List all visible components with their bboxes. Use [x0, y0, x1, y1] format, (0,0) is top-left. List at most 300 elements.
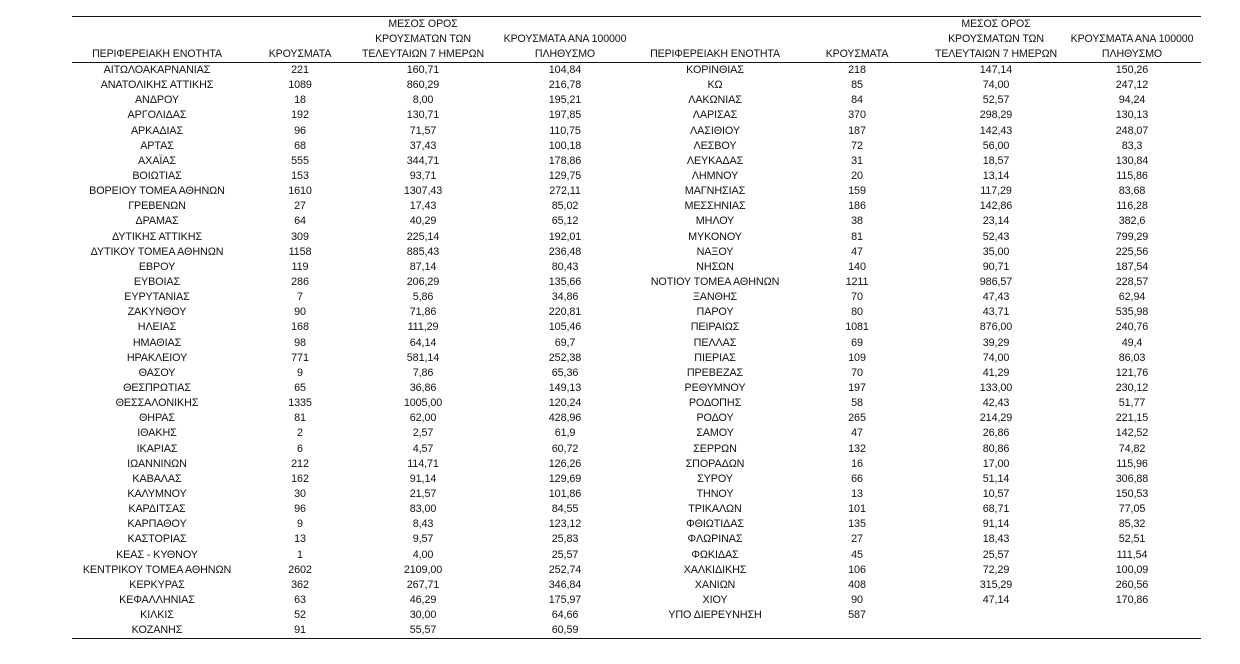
per100k-cell: 101,86	[548, 487, 582, 500]
avg7-cell: 90,71	[982, 260, 1010, 273]
cases-cell: 109	[848, 351, 866, 364]
per100k-cell: 65,12	[551, 215, 579, 228]
avg7-cell: 5,86	[412, 291, 434, 304]
cases-cell: 135	[848, 518, 866, 531]
cases-cell: 85	[851, 79, 863, 92]
table-row	[0, 472, 1240, 487]
region-cell: ΗΡΑΚΛΕΙΟΥ	[126, 351, 188, 364]
per100k-cell: 94,24	[1118, 94, 1146, 107]
avg7-cell: 9,57	[412, 533, 434, 546]
avg7-cell: 1005,00	[403, 397, 443, 410]
region-cell: ΚΕΦΑΛΛΗΝΙΑΣ	[119, 593, 195, 606]
avg7-cell: 147,14	[979, 64, 1013, 76]
table-row	[0, 532, 1240, 547]
avg7-cell: 206,29	[406, 275, 440, 288]
cases-cell: 31	[851, 154, 863, 167]
avg7-cell: 4,00	[412, 548, 434, 561]
cases-cell: 187	[848, 124, 866, 137]
avg7-cell: 46,29	[409, 593, 437, 606]
cases-cell: 16	[851, 457, 863, 470]
cases-cell: 7	[297, 291, 303, 304]
avg7-cell: 142,43	[979, 124, 1013, 137]
avg7-cell: 344,71	[406, 154, 440, 167]
avg7-cell: 18,57	[982, 154, 1010, 167]
cases-cell: 101	[848, 503, 866, 516]
per100k-cell: 799,29	[1115, 230, 1149, 243]
cases-cell: 362	[291, 578, 309, 591]
region-cell: ΑΧΑΪΑΣ	[138, 154, 176, 167]
region-cell: ΘΑΣΟΥ	[138, 366, 176, 379]
cases-cell: 52	[294, 609, 306, 622]
avg7-cell: 860,29	[406, 79, 440, 92]
cases-cell: 47	[851, 427, 863, 440]
per100k-cell: 236,48	[548, 245, 582, 258]
avg7-cell: 2109,00	[403, 563, 443, 576]
region-cell: ΡΟΔΟΥ	[696, 412, 734, 425]
per100k-cell: 129,75	[548, 169, 582, 182]
avg7-cell: 25,57	[982, 548, 1010, 561]
region-cell: ΤΡΙΚΑΛΩΝ	[688, 503, 742, 516]
region-cell: ΑΝΔΡΟΥ	[134, 94, 180, 107]
per100k-cell: 100,18	[548, 139, 582, 152]
table-row	[0, 563, 1240, 578]
right-header-per100k: ΚΡΟΥΣΜΑΤΑ ΑΝΑ 100000 ΠΛΗΘΥΣΜΟ	[1070, 33, 1194, 60]
region-cell: ΡΕΘΥΜΝΟΥ	[684, 381, 746, 394]
avg7-cell: 4,57	[412, 442, 434, 455]
cases-cell: 27	[294, 200, 306, 213]
avg7-cell: 214,29	[979, 412, 1013, 425]
cases-cell: 1081	[845, 321, 869, 334]
table-row	[0, 502, 1240, 517]
left-header-avg7: ΜΕΣΟΣ ΟΡΟΣ ΚΡΟΥΣΜΑΤΩΝ ΤΩΝ ΤΕΛΕΥΤΑΙΩΝ 7 ΗΜΕΡΩΝ	[361, 18, 485, 60]
per100k-cell: 382,6	[1118, 215, 1146, 228]
table-row	[0, 275, 1240, 290]
avg7-cell: 10,57	[982, 487, 1010, 500]
cases-cell: 63	[294, 593, 306, 606]
table-row	[0, 593, 1240, 608]
avg7-cell: 581,14	[406, 351, 440, 364]
region-cell: ΚΟΡΙΝΘΙΑΣ	[686, 64, 744, 76]
avg7-cell: 72,29	[982, 563, 1010, 576]
per100k-cell: 52,51	[1118, 533, 1146, 546]
region-cell: ΖΑΚΥΝΘΟΥ	[127, 306, 187, 319]
cases-cell: 96	[294, 503, 306, 516]
cases-cell: 1089	[288, 79, 312, 92]
cases-cell: 119	[291, 260, 309, 273]
table-row	[0, 108, 1240, 123]
avg7-cell: 40,29	[409, 215, 437, 228]
left-header-region: ΠΕΡΙΦΕΡΕΙΑΚΗ ΕΝΟΤΗΤΑ	[92, 48, 222, 60]
avg7-cell: 8,43	[412, 518, 434, 531]
cases-cell: 9	[297, 518, 303, 531]
avg7-cell: 885,43	[406, 245, 440, 258]
per100k-cell: 126,26	[548, 457, 582, 470]
avg7-cell: 986,57	[979, 275, 1013, 288]
avg7-cell: 41,29	[982, 366, 1010, 379]
region-cell: ΠΑΡΟΥ	[696, 306, 734, 319]
per100k-cell: 25,57	[551, 548, 579, 561]
region-cell: ΚΙΛΚΙΣ	[140, 609, 174, 622]
per100k-cell: 175,97	[548, 593, 582, 606]
region-cell: ΚΑΣΤΟΡΙΑΣ	[127, 533, 187, 546]
avg7-cell: 17,43	[409, 200, 437, 213]
cases-cell: 18	[294, 94, 306, 107]
table-row	[0, 124, 1240, 139]
cases-cell: 70	[851, 291, 863, 304]
region-cell: ΧΑΝΙΩΝ	[694, 578, 736, 591]
per100k-cell: 535,98	[1115, 306, 1149, 319]
region-cell: ΣΑΜΟΥ	[696, 427, 734, 440]
per100k-cell: 62,94	[1118, 291, 1146, 304]
region-cell: ΑΙΤΩΛΟΑΚΑΡΝΑΝΙΑΣ	[103, 64, 211, 76]
per100k-cell: 60,72	[551, 442, 579, 455]
avg7-cell: 52,57	[982, 94, 1010, 107]
cases-cell: 64	[294, 215, 306, 228]
cases-cell: 70	[851, 366, 863, 379]
region-cell: ΔΥΤΙΚΗΣ ΑΤΤΙΚΗΣ	[111, 230, 203, 243]
region-cell: ΙΚΑΡΙΑΣ	[136, 442, 178, 455]
cases-cell: 9	[297, 366, 303, 379]
avg7-cell: 47,14	[982, 593, 1010, 606]
cases-cell: 80	[851, 306, 863, 319]
cases-cell: 72	[851, 139, 863, 152]
table-row	[0, 320, 1240, 335]
avg7-cell: 68,71	[982, 503, 1010, 516]
per100k-cell: 116,28	[1116, 200, 1148, 213]
region-cell: ΛΑΣΙΘΙΟΥ	[690, 124, 740, 137]
per100k-cell: 306,88	[1115, 472, 1149, 485]
cases-cell: 132	[848, 442, 866, 455]
avg7-cell: 52,43	[982, 230, 1010, 243]
per100k-cell: 51,77	[1118, 397, 1146, 410]
table-row	[0, 396, 1240, 411]
table-row	[0, 169, 1240, 184]
avg7-cell: 74,00	[982, 79, 1010, 92]
region-cell: ΚΑΛΥΜΝΟΥ	[127, 487, 187, 500]
avg7-cell: 35,00	[982, 245, 1010, 258]
per100k-cell: 25,83	[551, 533, 579, 546]
region-cell: ΜΕΣΣΗΝΙΑΣ	[684, 200, 746, 213]
region-cell: ΜΑΓΝΗΣΙΑΣ	[684, 185, 746, 198]
region-cell: ΣΠΟΡΑΔΩΝ	[685, 457, 745, 470]
per100k-cell: 272,11	[549, 185, 581, 198]
region-cell: ΑΝΑΤΟΛΙΚΗΣ ΑΤΤΙΚΗΣ	[100, 79, 214, 92]
per100k-cell: 149,13	[548, 381, 582, 394]
table-row	[0, 290, 1240, 305]
region-cell: ΒΟΙΩΤΙΑΣ	[132, 169, 182, 182]
avg7-cell: 18,43	[982, 533, 1010, 546]
per100k-cell: 130,84	[1115, 154, 1149, 167]
table-row	[0, 548, 1240, 563]
table-row	[0, 487, 1240, 502]
region-cell: ΑΡΤΑΣ	[140, 139, 174, 152]
table-row	[0, 139, 1240, 154]
per100k-cell: 221,15	[1115, 412, 1149, 425]
cases-cell: 47	[851, 245, 863, 258]
left-header-per100k: ΚΡΟΥΣΜΑΤΑ ΑΝΑ 100000 ΠΛΗΘΥΣΜΟ	[503, 33, 627, 60]
avg7-cell: 39,29	[982, 336, 1010, 349]
region-cell: ΛΗΜΝΟΥ	[691, 169, 739, 182]
cases-cell: 2602	[288, 563, 312, 576]
per100k-cell: 130,13	[1115, 109, 1149, 122]
per100k-cell: 197,85	[548, 109, 582, 122]
avg7-cell: 2,57	[412, 427, 434, 440]
cases-cell: 96	[294, 124, 306, 137]
avg7-cell: 55,57	[409, 624, 437, 637]
cases-cell: 370	[848, 109, 866, 122]
per100k-cell: 86,03	[1118, 351, 1146, 364]
avg7-cell: 91,14	[409, 472, 437, 485]
avg7-cell: 26,86	[982, 427, 1010, 440]
cases-cell: 6	[297, 442, 303, 455]
table-row	[0, 381, 1240, 396]
cases-cell: 1335	[288, 397, 312, 410]
region-cell: ΡΟΔΟΠΗΣ	[688, 397, 742, 410]
table-row	[0, 78, 1240, 93]
region-cell: ΙΩΑΝΝΙΝΩΝ	[127, 457, 187, 470]
avg7-cell: 56,00	[982, 139, 1010, 152]
cases-cell: 212	[291, 457, 309, 470]
cases-cell: 66	[851, 472, 863, 485]
avg7-cell: 51,14	[982, 472, 1010, 485]
region-cell: ΝΗΣΩΝ	[696, 260, 734, 273]
per100k-cell: 120,24	[548, 397, 582, 410]
cases-cell: 218	[848, 64, 866, 76]
cases-cell: 65	[294, 381, 306, 394]
avg7-cell: 298,29	[979, 109, 1013, 122]
cases-cell: 186	[848, 200, 866, 213]
region-cell: ΔΥΤΙΚΟΥ ΤΟΜΕΑ ΑΘΗΝΩΝ	[90, 245, 224, 258]
cases-cell: 408	[848, 578, 866, 591]
cases-cell: 45	[851, 548, 863, 561]
region-cell: ΦΩΚΙΔΑΣ	[691, 548, 739, 561]
per100k-cell: 240,76	[1115, 321, 1149, 334]
region-cell: ΛΕΥΚΑΔΑΣ	[686, 154, 744, 167]
per100k-cell: 100,09	[1115, 563, 1149, 576]
region-cell: ΝΟΤΙΟΥ ΤΟΜΕΑ ΑΘΗΝΩΝ	[650, 275, 780, 288]
cases-cell: 168	[291, 321, 309, 334]
per100k-cell: 85,02	[551, 200, 579, 213]
region-cell: ΣΥΡΟΥ	[697, 472, 733, 485]
per100k-cell: 252,38	[548, 351, 582, 364]
region-cell: ΠΕΛΛΑΣ	[693, 336, 737, 349]
per100k-cell: 129,69	[548, 472, 582, 485]
per100k-cell: 187,54	[1115, 260, 1149, 273]
per100k-cell: 110,75	[549, 124, 581, 137]
per100k-cell: 150,26	[1115, 64, 1149, 76]
region-cell: ΞΑΝΘΗΣ	[692, 291, 738, 304]
region-cell: ΘΕΣΣΑΛΟΝΙΚΗΣ	[115, 397, 199, 410]
per100k-cell: 115,96	[1116, 457, 1148, 470]
per100k-cell: 192,01	[548, 230, 582, 243]
avg7-cell: 13,14	[982, 169, 1010, 182]
table-row	[0, 457, 1240, 472]
region-cell: ΗΛΕΙΑΣ	[137, 321, 177, 334]
region-cell: ΕΥΒΟΙΑΣ	[133, 275, 181, 288]
avg7-cell: 117,29	[980, 185, 1012, 198]
per100k-cell: 60,59	[551, 624, 579, 637]
per100k-cell: 220,81	[548, 306, 582, 319]
avg7-cell: 133,00	[979, 381, 1013, 394]
avg7-cell: 7,86	[412, 366, 434, 379]
region-cell: ΦΛΩΡΙΝΑΣ	[687, 533, 743, 546]
per100k-cell: 74,82	[1118, 442, 1146, 455]
avg7-cell: 267,71	[406, 578, 440, 591]
avg7-cell: 876,00	[979, 321, 1013, 334]
cases-cell: 106	[848, 563, 866, 576]
cases-cell: 1	[297, 548, 303, 561]
region-cell: ΤΗΝΟΥ	[696, 487, 734, 500]
cases-cell: 58	[851, 397, 863, 410]
per100k-cell: 111,54	[1116, 548, 1148, 561]
cases-cell: 68	[294, 139, 306, 152]
avg7-cell: 225,14	[406, 230, 440, 243]
region-cell: ΜΥΚΟΝΟΥ	[688, 230, 742, 243]
cases-cell: 555	[291, 154, 309, 167]
cases-cell: 13	[294, 533, 306, 546]
region-cell: ΜΗΛΟΥ	[695, 215, 735, 228]
cases-cell: 771	[291, 351, 309, 364]
table-row	[0, 517, 1240, 532]
avg7-cell: 64,14	[409, 336, 437, 349]
region-cell: ΠΕΙΡΑΙΩΣ	[690, 321, 740, 334]
region-cell: ΚΕΡΚΥΡΑΣ	[129, 578, 185, 591]
table-row	[0, 578, 1240, 593]
cases-cell: 1211	[845, 275, 869, 288]
avg7-cell: 21,57	[409, 487, 437, 500]
per100k-cell: 34,86	[551, 291, 579, 304]
cases-cell: 153	[291, 169, 309, 182]
avg7-cell: 74,00	[982, 351, 1010, 364]
avg7-cell: 93,71	[409, 169, 437, 182]
per100k-cell: 84,55	[551, 503, 579, 516]
cases-cell: 69	[851, 336, 863, 349]
region-cell: ΠΙΕΡΙΑΣ	[694, 351, 736, 364]
per100k-cell: 83,3	[1121, 139, 1143, 152]
region-cell: ΙΘΑΚΗΣ	[137, 427, 177, 440]
cases-cell: 192	[291, 109, 309, 122]
per100k-cell: 346,84	[548, 578, 582, 591]
per100k-cell: 142,52	[1115, 427, 1149, 440]
avg7-cell: 23,14	[982, 215, 1010, 228]
region-cell: ΚΕΑΣ - ΚΥΘΝΟΥ	[116, 548, 198, 561]
avg7-cell: 315,29	[979, 578, 1013, 591]
avg7-cell: 142,86	[979, 200, 1013, 213]
per100k-cell: 64,66	[551, 609, 579, 622]
region-cell: ΚΑΡΔΙΤΣΑΣ	[128, 503, 186, 516]
avg7-cell: 43,71	[982, 306, 1010, 319]
cases-cell: 20	[851, 169, 863, 182]
per100k-cell: 230,12	[1115, 381, 1149, 394]
table-row	[0, 154, 1240, 169]
left-header-cases: ΚΡΟΥΣΜΑΤΑ	[268, 48, 332, 60]
per100k-cell: 195,21	[548, 94, 582, 107]
cases-cell: 2	[297, 427, 303, 440]
avg7-cell: 17,00	[982, 457, 1010, 470]
avg7-cell: 111,29	[407, 321, 439, 334]
region-cell: ΗΜΑΘΙΑΣ	[132, 336, 182, 349]
table-row	[0, 184, 1240, 199]
avg7-cell: 62,00	[409, 412, 437, 425]
table-row	[0, 336, 1240, 351]
right-header-region: ΠΕΡΙΦΕΡΕΙΑΚΗ ΕΝΟΤΗΤΑ	[650, 48, 780, 60]
per100k-cell: 115,86	[1116, 169, 1148, 182]
cases-cell: 91	[294, 624, 306, 637]
cases-cell: 84	[851, 94, 863, 107]
table-row	[0, 199, 1240, 214]
cases-cell: 265	[848, 412, 866, 425]
avg7-cell: 83,00	[409, 503, 437, 516]
region-cell: ΧΙΟΥ	[702, 593, 728, 606]
cases-cell: 98	[294, 336, 306, 349]
cases-cell: 140	[848, 260, 866, 273]
region-cell: ΧΑΛΚΙΔΙΚΗΣ	[683, 563, 747, 576]
avg7-cell: 1307,43	[403, 185, 443, 198]
avg7-cell: 71,57	[409, 124, 437, 137]
cases-cell: 90	[294, 306, 306, 319]
avg7-cell: 8,00	[412, 94, 434, 107]
region-cell: ΛΑΡΙΣΑΣ	[692, 109, 738, 122]
per100k-cell: 252,74	[548, 563, 582, 576]
cases-cell: 38	[851, 215, 863, 228]
avg7-cell: 37,43	[409, 139, 437, 152]
table-row	[0, 623, 640, 638]
table-row	[0, 351, 1240, 366]
cases-cell: 90	[851, 593, 863, 606]
right-table-body	[0, 63, 1240, 623]
table-row	[0, 260, 1240, 275]
per100k-cell: 178,86	[548, 154, 582, 167]
cases-cell: 13	[851, 487, 863, 500]
per100k-cell: 104,84	[548, 64, 582, 76]
per100k-cell: 61,9	[554, 427, 576, 440]
table-row	[0, 366, 1240, 381]
per100k-cell: 248,07	[1115, 124, 1149, 137]
per100k-cell: 80,43	[551, 260, 579, 273]
table-row	[0, 411, 1240, 426]
avg7-cell: 130,71	[406, 109, 440, 122]
per100k-cell: 228,57	[1115, 275, 1149, 288]
per100k-cell: 225,56	[1115, 245, 1149, 258]
region-cell: ΒΟΡΕΙΟΥ ΤΟΜΕΑ ΑΘΗΝΩΝ	[89, 185, 225, 198]
table-row	[0, 93, 1240, 108]
cases-cell: 81	[294, 412, 306, 425]
per100k-cell: 121,76	[1115, 366, 1149, 379]
per100k-cell: 428,96	[548, 412, 582, 425]
region-cell: ΝΑΞΟΥ	[696, 245, 734, 258]
table-row	[0, 426, 1240, 441]
cases-cell: 162	[291, 472, 309, 485]
avg7-cell: 30,00	[409, 609, 437, 622]
avg7-cell: 36,86	[409, 381, 437, 394]
region-cell: ΕΥΡΥΤΑΝΙΑΣ	[124, 291, 190, 304]
cases-cell: 159	[848, 185, 866, 198]
region-cell: ΑΡΓΟΛΙΔΑΣ	[127, 109, 187, 122]
avg7-cell: 160,71	[406, 64, 440, 76]
avg7-cell: 47,43	[982, 291, 1010, 304]
per100k-cell: 83,68	[1118, 185, 1146, 198]
per100k-cell: 105,46	[548, 321, 582, 334]
per100k-cell: 85,32	[1118, 518, 1146, 531]
avg7-cell: 71,86	[409, 306, 437, 319]
right-header-cases: ΚΡΟΥΣΜΑΤΑ	[825, 48, 889, 60]
table-row	[0, 214, 1240, 229]
avg7-cell: 91,14	[982, 518, 1010, 531]
region-cell: ΚΑΡΠΑΘΟΥ	[127, 518, 187, 531]
region-cell: ΛΑΚΩΝΙΑΣ	[688, 94, 742, 107]
per100k-cell: 69,7	[554, 336, 576, 349]
per100k-cell: 65,36	[551, 366, 579, 379]
